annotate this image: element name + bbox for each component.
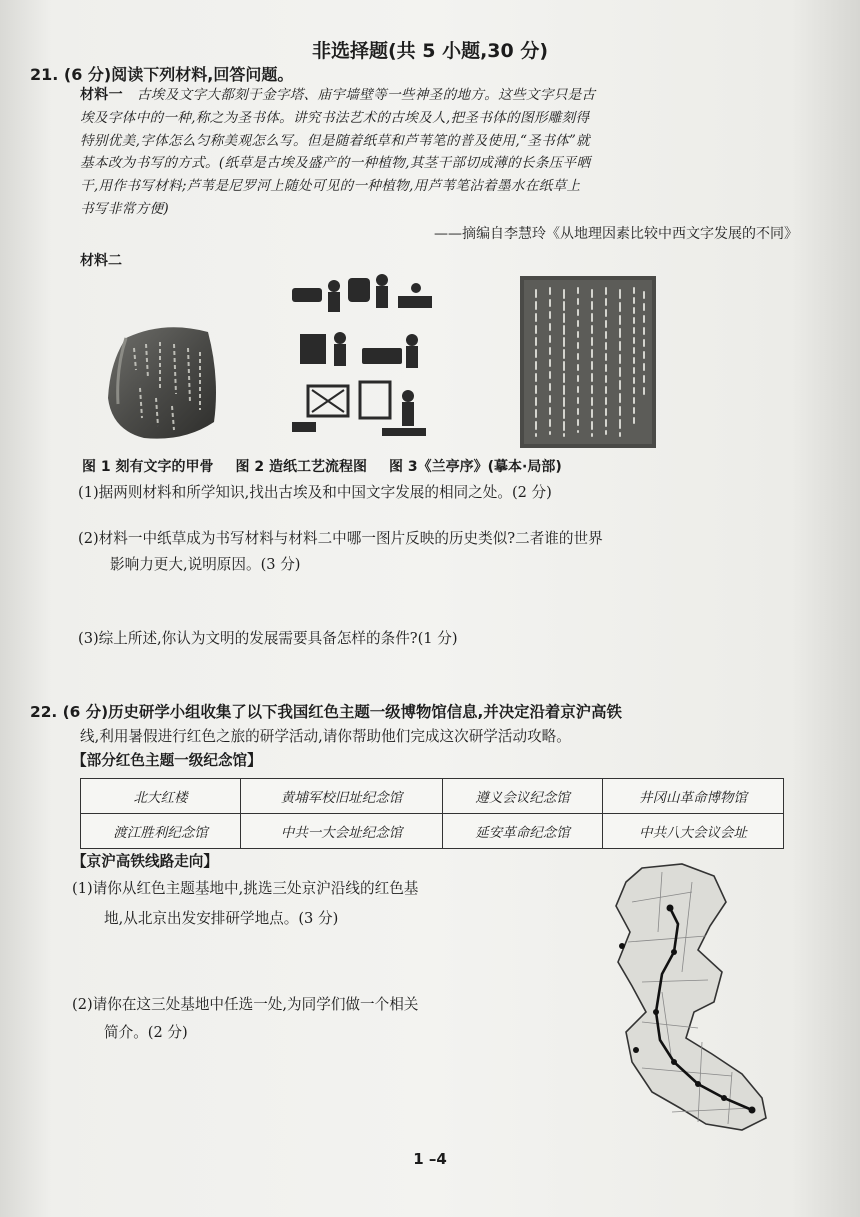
section-title: 非选择题(共 5 小题,30 分): [311, 40, 549, 62]
q22-sub2-line2: 简介。(2 分): [104, 1024, 188, 1041]
q22-heading-line2: 线,利用暑假进行红色之旅的研学活动,请你帮助他们完成这次研学活动攻略。: [80, 728, 571, 745]
lantingxu-calligraphy-image: [520, 276, 656, 448]
table-row: [81, 779, 784, 814]
caption-fig3: 图 3《兰亭序》(摹本·局部): [389, 459, 562, 475]
table-cell: 中共八大会议会址: [603, 814, 784, 849]
q21-sub3: (3)综上所述,你认为文明的发展需要具备怎样的条件?(1 分): [78, 630, 458, 647]
museum-table-title: 【部分红色主题一级纪念馆】: [72, 752, 262, 769]
figure-captions: [82, 456, 584, 476]
m1-line-3: 特别优美,字体怎么匀称美观怎么写。但是随着纸草和芦苇笔的普及使用,“圣书体”就: [80, 132, 591, 149]
caption-fig1: 图 1 刻有文字的甲骨: [82, 459, 214, 475]
papermaking-process-image: [282, 268, 442, 450]
table-cell: 遵义会议纪念馆: [442, 779, 602, 814]
q21-heading: 21. (6 分)阅读下列材料,回答问题。: [30, 65, 294, 84]
m1-line-5: 干,用作书写材料;芦苇是尼罗河上随处可见的一种植物,用芦苇笔沾着墨水在纸草上: [80, 178, 581, 195]
m1-line-2: 埃及字体中的一种,称之为圣书体。讲究书法艺术的古埃及人,把圣书体的图形雕刻得: [80, 109, 590, 126]
table-row: [81, 814, 784, 849]
material-1-source: ——摘编自李慧玲《从地理因素比较中西文字发展的不同》: [434, 226, 798, 242]
m1-line-1: 古埃及文字大都刻于金字塔、庙宇墙壁等一些神圣的地方。这些文字只是古: [136, 87, 596, 103]
route-title: 【京沪高铁线路走向】: [72, 853, 218, 870]
museum-table: [80, 778, 784, 849]
q22-sub1-line1: (1)请你从红色主题基地中,挑选三处京沪沿线的红色基: [72, 880, 419, 897]
q22-heading-line1: 22. (6 分)历史研学小组收集了以下我国红色主题一级博物馆信息,并决定沿着京沪高铁: [30, 703, 622, 721]
material-1: [80, 84, 795, 221]
page-number: 1 –4: [413, 1150, 447, 1168]
material-1-label: 材料一: [80, 87, 123, 103]
table-cell: 北大红楼: [81, 779, 241, 814]
table-cell: 渡江胜利纪念馆: [81, 814, 241, 849]
q22-sub2-line1: (2)请你在这三处基地中任选一处,为同学们做一个相关: [72, 996, 419, 1013]
rail-route-map: [602, 862, 772, 1138]
oracle-bone-image: [104, 318, 224, 448]
table-cell: 井冈山革命博物馆: [603, 779, 784, 814]
m1-line-4: 基本改为书写的方式。(纸草是古埃及盛产的一种植物,其茎干部切成薄的长条压平晒: [80, 155, 591, 172]
q21-sub2-line1: (2)材料一中纸草成为书写材料与材料二中哪一图片反映的历史类似?二者谁的世界: [78, 530, 603, 547]
q21-sub1: (1)据两则材料和所学知识,找出古埃及和中国文字发展的相同之处。(2 分): [78, 484, 552, 501]
q22-sub1-line2: 地,从北京出发安排研学地点。(3 分): [104, 910, 339, 927]
table-cell: 黄埔军校旧址纪念馆: [241, 779, 443, 814]
q21-sub2-line2: 影响力更大,说明原因。(3 分): [110, 556, 301, 573]
table-cell: 延安革命纪念馆: [442, 814, 602, 849]
m1-line-6: 书写非常方便): [80, 200, 169, 217]
caption-fig2: 图 2 造纸工艺流程图: [235, 459, 367, 475]
table-cell: 中共一大会址纪念馆: [241, 814, 443, 849]
material-2-label: 材料二: [80, 253, 122, 269]
